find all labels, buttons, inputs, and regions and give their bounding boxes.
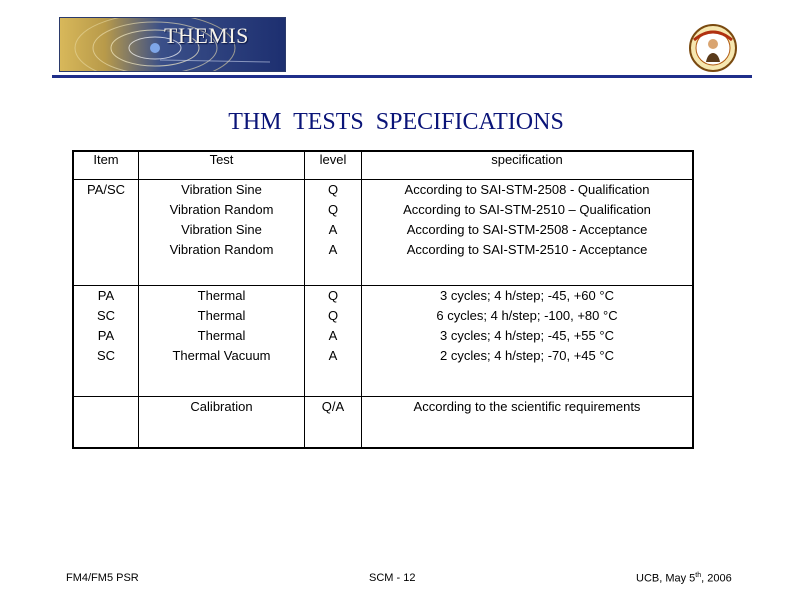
footer-date-text: UCB, May 5: [636, 572, 696, 585]
cell-line: PA: [97, 328, 115, 343]
cell-line: 3 cycles; 4 h/step; -45, +60 °C: [440, 288, 614, 303]
page-title: THM TESTS SPECIFICATIONS: [228, 109, 564, 135]
cell-line: Q: [327, 288, 339, 303]
cell-line: 2 cycles; 4 h/step; -70, +45 °C: [440, 348, 614, 363]
footer-date-suffix: th: [695, 572, 702, 579]
header-rule: [52, 75, 752, 78]
column-header-test: Test: [139, 151, 305, 180]
specifications-table: [72, 150, 694, 449]
themis-mascot-logo: [686, 22, 740, 74]
cell-line: A: [328, 242, 338, 257]
footer-page-number: SCM - 12: [369, 572, 416, 584]
cell-specification: [362, 397, 694, 449]
cell-line: Q: [327, 202, 339, 217]
cell-line: Q: [327, 182, 339, 197]
cell-line: Thermal: [197, 328, 246, 343]
cell-level: [305, 397, 362, 449]
cell-test: [139, 286, 305, 397]
cell-line: Thermal Vacuum: [172, 348, 271, 363]
cell-level: [305, 286, 362, 397]
cell-line: According to the scientific requirements: [413, 399, 641, 414]
cell-test: [139, 180, 305, 286]
cell-line: Calibration: [190, 399, 253, 414]
cell-line: 6 cycles; 4 h/step; -100, +80 °C: [436, 308, 618, 323]
cell-line: Thermal: [197, 308, 246, 323]
cell-item-empty: [73, 397, 139, 449]
cell-line: PA/SC: [86, 182, 126, 197]
cell-level: [305, 180, 362, 286]
column-header-specification: specification: [362, 151, 694, 180]
table-row: [73, 180, 693, 286]
footer-date-year: , 2006: [701, 572, 732, 585]
cell-line: Q: [327, 308, 339, 323]
footer-date: [636, 572, 732, 585]
logo-wordmark: THEMIS: [164, 23, 249, 48]
cell-line: A: [328, 348, 338, 363]
footer-left: FM4/FM5 PSR: [66, 572, 139, 584]
cell-line: According to SAI-STM-2510 – Qualification: [403, 202, 651, 217]
cell-line: PA: [97, 288, 115, 303]
cell-line: 3 cycles; 4 h/step; -45, +55 °C: [440, 328, 614, 343]
cell-line: According to SAI-STM-2508 - Qualification: [404, 182, 650, 197]
cell-line: Vibration Sine: [181, 182, 262, 197]
cell-line: According to SAI-STM-2510 - Acceptance: [406, 242, 648, 257]
column-header-item: Item: [73, 151, 139, 180]
cell-line: Q/A: [321, 399, 345, 414]
column-header-level: level: [305, 151, 362, 180]
table-row: [73, 397, 693, 449]
cell-line: Vibration Random: [169, 242, 274, 257]
cell-line: SC: [96, 348, 116, 363]
cell-test: [139, 397, 305, 449]
cell-line: Vibration Random: [169, 202, 274, 217]
cell-line: Vibration Sine: [181, 222, 262, 237]
cell-item: [73, 286, 139, 397]
table-row: [73, 286, 693, 397]
cell-specification: [362, 286, 694, 397]
cell-line: A: [328, 328, 338, 343]
cell-line: SC: [96, 308, 116, 323]
themis-logo: [59, 17, 286, 72]
cell-item: [73, 180, 139, 286]
cell-line: A: [328, 222, 338, 237]
cell-line: Thermal: [197, 288, 246, 303]
cell-line: According to SAI-STM-2508 - Acceptance: [406, 222, 648, 237]
cell-specification: [362, 180, 694, 286]
table-header-row: [73, 151, 693, 180]
